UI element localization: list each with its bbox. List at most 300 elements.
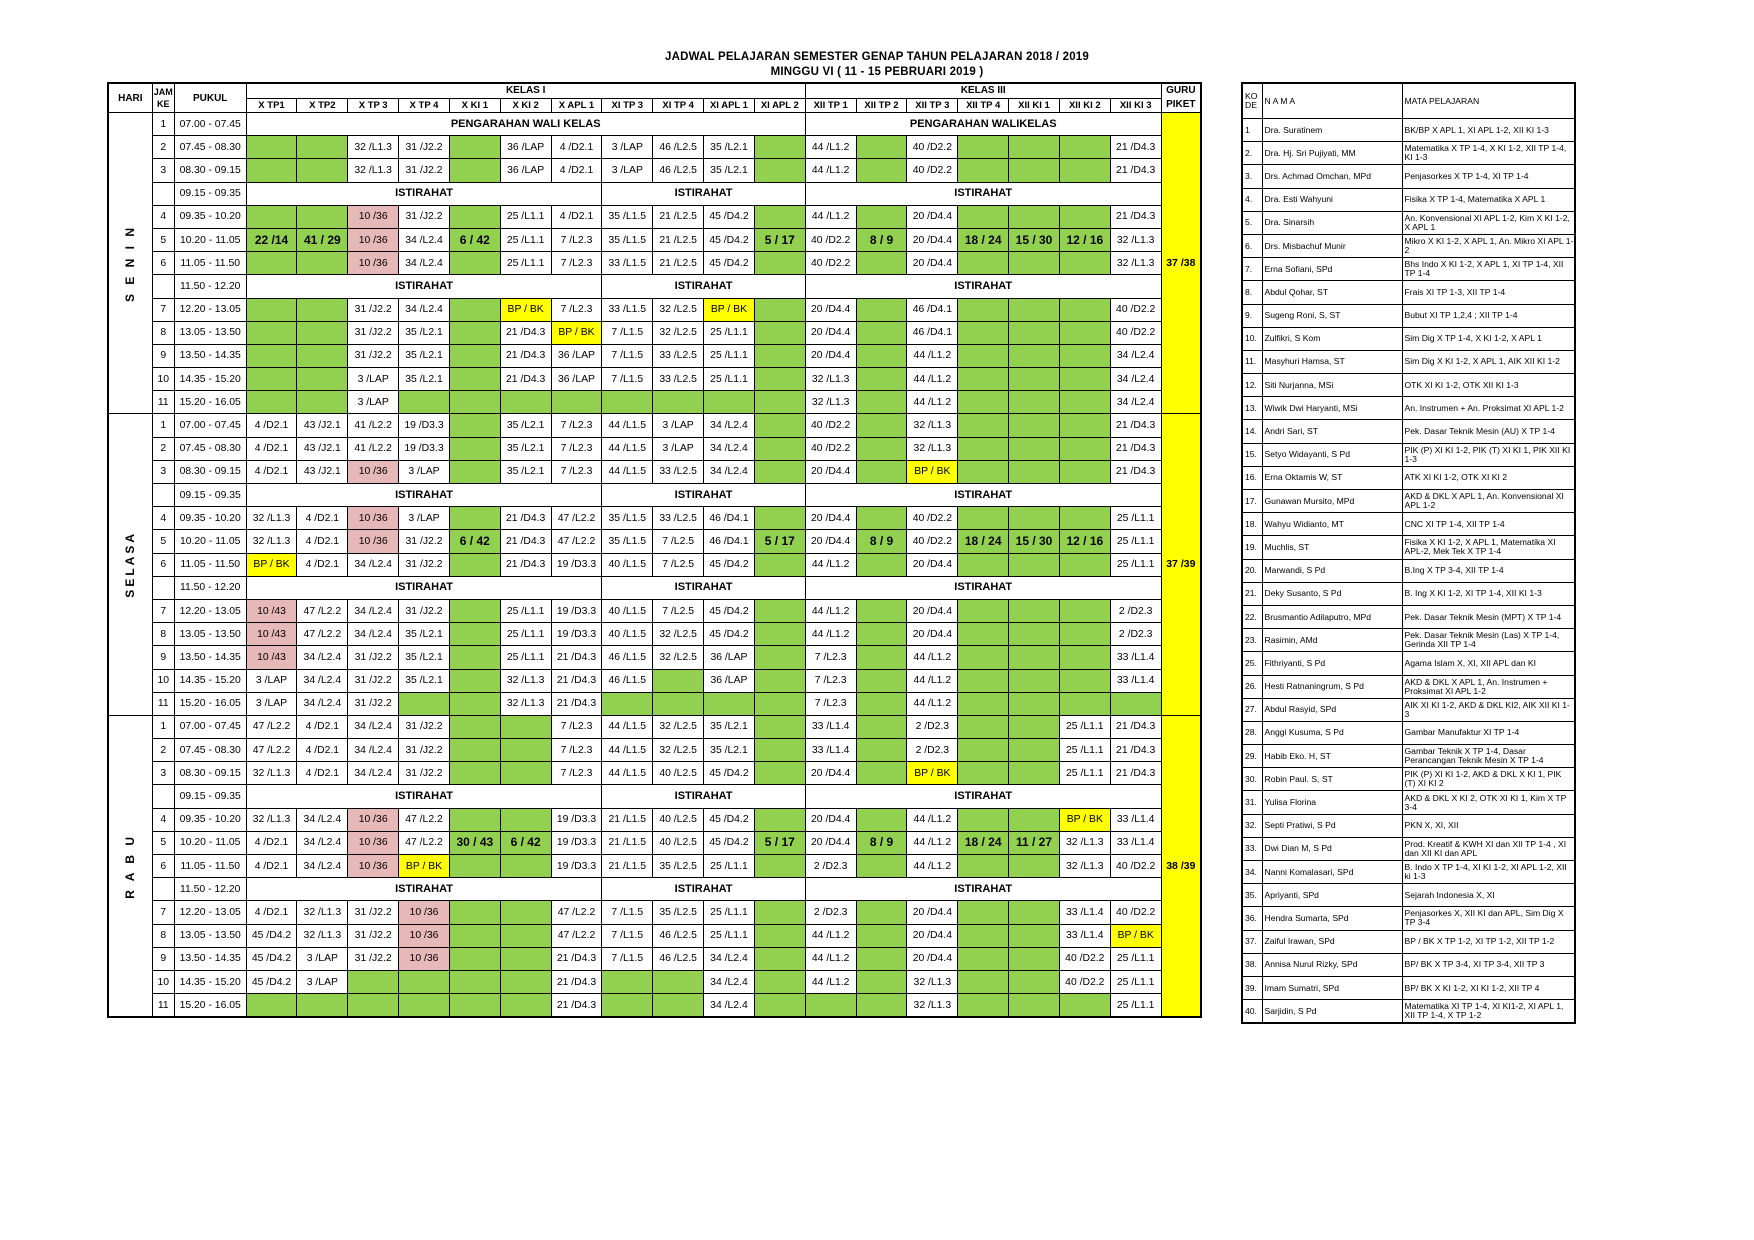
- schedule-cell: 10 /36: [399, 901, 450, 924]
- schedule-cell: 33 /L2.5: [653, 507, 704, 530]
- schedule-cell: 47 /L2.2: [399, 808, 450, 831]
- teacher-row: [1242, 466, 1575, 489]
- schedule-cell: 21 /D4.3: [551, 646, 602, 669]
- teacher-code: 11.: [1242, 350, 1262, 373]
- break-label: ISTIRAHAT: [805, 576, 1161, 599]
- schedule-cell: [1009, 970, 1060, 993]
- teacher-name: Siti Nurjanna, MSi: [1262, 374, 1402, 397]
- teacher-name: Zulfikri, S Kom: [1262, 327, 1402, 350]
- schedule-cell: 35 /L1.5: [602, 228, 653, 251]
- schedule-cell: 45 /D4.2: [704, 808, 755, 831]
- schedule-cell: 20 /D4.4: [907, 947, 958, 970]
- lesson-row: [108, 321, 1201, 344]
- jam-cell: 7: [152, 901, 174, 924]
- schedule-cell: 31 /J2.2: [348, 947, 399, 970]
- schedule-cell: [1009, 460, 1060, 483]
- schedule-cell: [958, 739, 1009, 762]
- schedule-cell: 32 /L2.5: [653, 646, 704, 669]
- schedule-cell: [449, 623, 500, 646]
- teacher-code: 14.: [1242, 420, 1262, 443]
- schedule-cell: 44 /L1.5: [602, 437, 653, 460]
- schedule-cell: 10 /36: [348, 808, 399, 831]
- break-row: [108, 785, 1201, 808]
- schedule-cell: 20 /D4.4: [907, 623, 958, 646]
- schedule-cell: 34 /L2.4: [348, 553, 399, 576]
- schedule-cell: 35 /L2.1: [399, 669, 450, 692]
- schedule-cell: 44 /L1.2: [907, 646, 958, 669]
- schedule-cell: 44 /L1.2: [907, 855, 958, 878]
- schedule-cell: 46 /L2.5: [653, 136, 704, 159]
- schedule-cell: [297, 159, 348, 182]
- schedule-cell: [856, 414, 907, 437]
- schedule-cell: 44 /L1.2: [805, 947, 856, 970]
- schedule-cell: 4 /D2.1: [297, 715, 348, 738]
- schedule-cell: [856, 368, 907, 391]
- wali-label: PENGARAHAN WALI KELAS: [246, 113, 805, 136]
- teacher-code: 6.: [1242, 234, 1262, 257]
- schedule-cell: 7 /L2.5: [653, 553, 704, 576]
- teacher-row: [1242, 861, 1575, 884]
- jam-cell: [152, 275, 174, 298]
- schedule-cell: 4 /D2.1: [297, 553, 348, 576]
- schedule-cell: [856, 623, 907, 646]
- schedule-cell: 44 /L1.2: [805, 159, 856, 182]
- schedule-cell: [958, 762, 1009, 785]
- schedule-cell: 7 /L1.5: [602, 947, 653, 970]
- schedule-cell: [1009, 692, 1060, 715]
- schedule-cell: 10 /43: [246, 599, 297, 622]
- schedule-cell: [399, 994, 450, 1018]
- block-total: 18 / 24: [958, 831, 1009, 854]
- schedule-cell: 35 /L1.5: [602, 530, 653, 553]
- schedule-cell: [449, 947, 500, 970]
- lesson-row: [108, 414, 1201, 437]
- schedule-cell: 10 /36: [348, 507, 399, 530]
- jam-cell: 8: [152, 623, 174, 646]
- break-label: ISTIRAHAT: [602, 878, 805, 901]
- day-name: SELASA: [122, 531, 137, 598]
- schedule-cell: 44 /L1.2: [907, 808, 958, 831]
- schedule-cell: 32 /L1.3: [246, 762, 297, 785]
- schedule-cell: [1009, 669, 1060, 692]
- schedule-cell: [500, 901, 551, 924]
- schedule-cell: 25 /L1.1: [500, 623, 551, 646]
- schedule-cell: 36 /LAP: [704, 669, 755, 692]
- schedule-cell: [449, 159, 500, 182]
- pukul-cell: 07.00 - 07.45: [174, 715, 246, 738]
- schedule-cell: [449, 553, 500, 576]
- schedule-cell: [602, 994, 653, 1018]
- teacher-name: Fithriyanti, S Pd: [1262, 652, 1402, 675]
- class-header: XII KI 3: [1110, 98, 1161, 113]
- block-total: 8 / 9: [856, 831, 907, 854]
- schedule-cell: [297, 344, 348, 367]
- block-total: 8 / 9: [856, 228, 907, 251]
- schedule-cell: [1009, 136, 1060, 159]
- schedule-cell: 4 /D2.1: [246, 414, 297, 437]
- lesson-row: [108, 252, 1201, 275]
- teacher-subject: AIK XI KI 1-2, AKD & DKL KI2, AIK XII KI 1-3: [1402, 698, 1575, 721]
- schedule-cell: [958, 599, 1009, 622]
- teacher-code: 15.: [1242, 443, 1262, 466]
- schedule-cell: [856, 970, 907, 993]
- teacher-subject: Prod. Kreatif & KWH XI dan XII TP 1-4 , XI dan XII KI dan APL: [1402, 837, 1575, 860]
- schedule-cell: 4 /D2.1: [551, 136, 602, 159]
- lesson-row: [108, 344, 1201, 367]
- schedule-cell: 46 /D4.1: [704, 530, 755, 553]
- teacher-name: Drs. Misbachuf Munir: [1262, 234, 1402, 257]
- teacher-subject: Mikro X KI 1-2, X APL 1, An. Mikro XI APL 1-2: [1402, 234, 1575, 257]
- schedule-cell: [602, 692, 653, 715]
- break-row: [108, 878, 1201, 901]
- schedule-cell: 44 /L1.2: [907, 831, 958, 854]
- teacher-row: [1242, 397, 1575, 420]
- schedule-cell: [1059, 298, 1110, 321]
- schedule-cell: 40 /L2.5: [653, 762, 704, 785]
- teacher-code: 32.: [1242, 814, 1262, 837]
- schedule-cell: [1059, 669, 1110, 692]
- schedule-cell: [754, 739, 805, 762]
- teacher-subject: CNC XI TP 1-4, XII TP 1-4: [1402, 513, 1575, 536]
- block-total: 22 /14: [246, 228, 297, 251]
- teacher-subject: Pek. Dasar Teknik Mesin (MPT) X TP 1-4: [1402, 605, 1575, 628]
- teacher-row: [1242, 629, 1575, 652]
- schedule-cell: [754, 599, 805, 622]
- lesson-row: [108, 808, 1201, 831]
- schedule-cell: [500, 970, 551, 993]
- teacher-name: Erna Oktamis W, ST: [1262, 466, 1402, 489]
- jam-cell: 10: [152, 669, 174, 692]
- schedule-cell: 21 /D4.3: [500, 507, 551, 530]
- schedule-cell: 33 /L2.5: [653, 368, 704, 391]
- schedule-cell: [246, 298, 297, 321]
- teacher-subject: BP/ BK X KI 1-2, XI KI 1-2, XII TP 4: [1402, 976, 1575, 999]
- schedule-cell: 31 /J2.2: [399, 159, 450, 182]
- kelas3-header: KELAS III: [805, 83, 1161, 98]
- teacher-row: [1242, 374, 1575, 397]
- schedule-cell: 32 /L1.3: [1059, 855, 1110, 878]
- schedule-cell: [856, 994, 907, 1018]
- teacher-subject: Sim Dig X KI 1-2, X APL 1, AIK XII KI 1-2: [1402, 350, 1575, 373]
- class-header: X APL 1: [551, 98, 602, 113]
- schedule-cell: [297, 252, 348, 275]
- schedule-cell: 7 /L2.3: [551, 228, 602, 251]
- schedule-cell: [856, 321, 907, 344]
- pukul-cell: 12.20 - 13.05: [174, 599, 246, 622]
- schedule-cell: 33 /L1.4: [805, 739, 856, 762]
- schedule-cell: 10 /36: [399, 947, 450, 970]
- schedule-cell: 20 /D4.4: [805, 344, 856, 367]
- teacher-code: 27.: [1242, 698, 1262, 721]
- schedule-cell: 32 /L1.3: [297, 924, 348, 947]
- schedule-cell: [551, 391, 602, 414]
- teacher-code: 13.: [1242, 397, 1262, 420]
- teacher-code: 30.: [1242, 768, 1262, 791]
- schedule-cell: [1009, 599, 1060, 622]
- schedule-cell: [399, 391, 450, 414]
- schedule-cell: 34 /L2.4: [297, 692, 348, 715]
- teacher-subject: B. Ing X KI 1-2, XI TP 1-4, XII KI 1-3: [1402, 582, 1575, 605]
- schedule-cell: 40 /D2.2: [1110, 901, 1161, 924]
- schedule-cell: [754, 344, 805, 367]
- schedule-cell: 34 /L2.4: [399, 252, 450, 275]
- schedule-cell: 4 /D2.1: [297, 762, 348, 785]
- schedule-cell: 47 /L2.2: [551, 507, 602, 530]
- teacher-code: 26.: [1242, 675, 1262, 698]
- block-total: 15 / 30: [1009, 530, 1060, 553]
- schedule-cell: 35 /L2.1: [704, 715, 755, 738]
- schedule-cell: BP / BK: [551, 321, 602, 344]
- schedule-cell: 33 /L1.4: [1110, 808, 1161, 831]
- lesson-row: [108, 159, 1201, 182]
- schedule-cell: [958, 692, 1009, 715]
- schedule-cell: [958, 924, 1009, 947]
- pukul-cell: 14.35 - 15.20: [174, 970, 246, 993]
- teacher-row: [1242, 258, 1575, 281]
- schedule-cell: 32 /L1.3: [500, 692, 551, 715]
- teacher-code: 35.: [1242, 884, 1262, 907]
- schedule-cell: [1059, 599, 1110, 622]
- schedule-cell: [1009, 553, 1060, 576]
- schedule-cell: 46 /D4.1: [907, 321, 958, 344]
- pukul-cell: 11.05 - 11.50: [174, 553, 246, 576]
- lesson-row: [108, 530, 1201, 553]
- teacher-row: [1242, 884, 1575, 907]
- teacher-name: Apriyanti, SPd: [1262, 884, 1402, 907]
- schedule-cell: 40 /L2.5: [653, 831, 704, 854]
- teacher-row: [1242, 768, 1575, 791]
- schedule-cell: [856, 252, 907, 275]
- schedule-cell: 34 /L2.4: [704, 947, 755, 970]
- teacher-subject: B.Ing X TP 3-4, XII TP 1-4: [1402, 559, 1575, 582]
- teacher-subject: ATK XI KI 1-2, OTK XI KI 2: [1402, 466, 1575, 489]
- break-label: ISTIRAHAT: [246, 275, 602, 298]
- schedule-cell: 20 /D4.4: [805, 808, 856, 831]
- schedule-cell: 31 /J2.2: [348, 298, 399, 321]
- schedule-cell: [500, 391, 551, 414]
- schedule-cell: [754, 368, 805, 391]
- break-label: ISTIRAHAT: [805, 484, 1161, 507]
- schedule-cell: 21 /D4.3: [1110, 136, 1161, 159]
- jam-cell: 1: [152, 715, 174, 738]
- schedule-cell: 34 /L2.4: [704, 970, 755, 993]
- schedule-cell: 32 /L1.3: [246, 507, 297, 530]
- lesson-row: [108, 623, 1201, 646]
- schedule-cell: BP / BK: [500, 298, 551, 321]
- schedule-cell: [856, 553, 907, 576]
- teacher-code: 39.: [1242, 976, 1262, 999]
- schedule-cell: [1009, 437, 1060, 460]
- teacher-subject: An. Konvensional XI APL 1-2, Kim X KI 1-2, X APL 1: [1402, 211, 1575, 234]
- schedule-cell: 45 /D4.2: [704, 553, 755, 576]
- schedule-cell: [856, 808, 907, 831]
- teacher-code: 7.: [1242, 258, 1262, 281]
- schedule-cell: 21 /D4.3: [1110, 739, 1161, 762]
- lesson-row: [108, 553, 1201, 576]
- block-total: 11 / 27: [1009, 831, 1060, 854]
- schedule-cell: [856, 669, 907, 692]
- schedule-cell: 19 /D3.3: [551, 831, 602, 854]
- schedule-cell: 33 /L1.4: [1059, 924, 1110, 947]
- pukul-cell: 07.00 - 07.45: [174, 414, 246, 437]
- schedule-cell: [805, 994, 856, 1018]
- schedule-cell: [602, 970, 653, 993]
- schedule-cell: [856, 947, 907, 970]
- schedule-cell: 44 /L1.5: [602, 715, 653, 738]
- schedule-cell: 2 /D2.3: [1110, 623, 1161, 646]
- teacher-subject: Penjasorkes X, XII KI dan APL, Sim Dig X TP 3-4: [1402, 907, 1575, 930]
- break-label: ISTIRAHAT: [805, 785, 1161, 808]
- pukul-cell: 09.15 - 09.35: [174, 182, 246, 205]
- schedule-cell: [449, 715, 500, 738]
- schedule-cell: 7 /L2.3: [551, 739, 602, 762]
- schedule-cell: 7 /L2.3: [805, 646, 856, 669]
- schedule-cell: 20 /D4.4: [907, 553, 958, 576]
- teacher-code: 8.: [1242, 281, 1262, 304]
- schedule-cell: [958, 669, 1009, 692]
- schedule-cell: 25 /L1.1: [1059, 762, 1110, 785]
- schedule-cell: 32 /L1.3: [907, 437, 958, 460]
- schedule-cell: 35 /L2.5: [653, 901, 704, 924]
- schedule-cell: [449, 855, 500, 878]
- schedule-cell: [297, 368, 348, 391]
- schedule-cell: 45 /D4.2: [246, 947, 297, 970]
- jam-cell: [152, 785, 174, 808]
- schedule-cell: [500, 762, 551, 785]
- schedule-cell: 19 /D3.3: [551, 623, 602, 646]
- schedule-cell: 35 /L2.1: [500, 414, 551, 437]
- schedule-cell: 7 /L1.5: [602, 368, 653, 391]
- teacher-name: Dwi Dian M, S Pd: [1262, 837, 1402, 860]
- lesson-row: [108, 994, 1201, 1018]
- schedule-cell: 25 /L1.1: [1059, 739, 1110, 762]
- schedule-cell: 25 /L1.1: [1110, 507, 1161, 530]
- schedule-cell: [246, 159, 297, 182]
- schedule-cell: 33 /L1.4: [805, 715, 856, 738]
- schedule-cell: [754, 298, 805, 321]
- schedule-cell: [754, 437, 805, 460]
- block-total: 5 / 17: [754, 228, 805, 251]
- break-row: [108, 576, 1201, 599]
- schedule-cell: 21 /D4.3: [500, 321, 551, 344]
- schedule-cell: [246, 994, 297, 1018]
- teacher-name: Anggi Kusuma, S Pd: [1262, 721, 1402, 744]
- schedule-cell: 32 /L2.5: [653, 321, 704, 344]
- pukul-cell: 13.05 - 13.50: [174, 924, 246, 947]
- teacher-code: 19.: [1242, 536, 1262, 559]
- teacher-name: Gunawan Mursito, MPd: [1262, 490, 1402, 513]
- schedule-cell: [1059, 252, 1110, 275]
- schedule-cell: 47 /L2.2: [551, 530, 602, 553]
- schedule-cell: 4 /D2.1: [297, 739, 348, 762]
- teacher-code: 12.: [1242, 374, 1262, 397]
- teacher-code: 33.: [1242, 837, 1262, 860]
- jam-cell: 10: [152, 368, 174, 391]
- teacher-subject: PIK (P) XI KI 1-2, PIK (T) XI KI 1, PIK XII KI 1-3: [1402, 443, 1575, 466]
- schedule-cell: 20 /D4.4: [805, 460, 856, 483]
- jam-cell: 5: [152, 228, 174, 251]
- schedule-cell: 7 /L2.3: [805, 692, 856, 715]
- break-label: ISTIRAHAT: [602, 484, 805, 507]
- schedule-cell: 44 /L1.5: [602, 460, 653, 483]
- schedule-cell: [1009, 924, 1060, 947]
- teacher-subject: Gambar Teknik X TP 1-4, Dasar Perancangan Teknik Mesin X TP 1-4: [1402, 745, 1575, 768]
- schedule-cell: 25 /L1.1: [1110, 970, 1161, 993]
- schedule-cell: 31 /J2.2: [348, 924, 399, 947]
- schedule-cell: 41 /L2.2: [348, 437, 399, 460]
- schedule-cell: [856, 692, 907, 715]
- schedule-cell: 31 /J2.2: [348, 669, 399, 692]
- schedule-cell: 44 /L1.2: [907, 692, 958, 715]
- teacher-subject: AKD & DKL X KI 2, OTK XI KI 1, Kim X TP 3-4: [1402, 791, 1575, 814]
- schedule-cell: [449, 321, 500, 344]
- schedule-cell: [856, 599, 907, 622]
- schedule-cell: 10 /36: [348, 205, 399, 228]
- document-subtitle: MINGGU VI ( 11 - 15 PEBRUARI 2019 ): [770, 66, 984, 78]
- day-label: [108, 715, 152, 1017]
- schedule-cell: 32 /L1.3: [1059, 831, 1110, 854]
- schedule-cell: 20 /D4.4: [805, 530, 856, 553]
- teacher-subject: Bhs Indo X KI 1-2, X APL 1, XI TP 1-4, XII TP 1-4: [1402, 258, 1575, 281]
- schedule-cell: 41 /L2.2: [348, 414, 399, 437]
- schedule-cell: [856, 298, 907, 321]
- schedule-cell: [500, 808, 551, 831]
- schedule-cell: [1059, 368, 1110, 391]
- schedule-cell: 40 /D2.2: [1059, 947, 1110, 970]
- teacher-name: Marwandi, S Pd: [1262, 559, 1402, 582]
- jam-cell: 9: [152, 947, 174, 970]
- schedule-cell: [958, 460, 1009, 483]
- schedule-cell: [754, 901, 805, 924]
- teacher-name: Habib Eko. H, ST: [1262, 745, 1402, 768]
- schedule-cell: [1059, 437, 1110, 460]
- schedule-cell: 34 /L2.4: [348, 599, 399, 622]
- schedule-cell: 34 /L2.4: [348, 715, 399, 738]
- schedule-cell: 31 /J2.2: [348, 321, 399, 344]
- block-total: 18 / 24: [958, 228, 1009, 251]
- guru-piket-cell: 37 /39: [1161, 414, 1201, 715]
- lesson-row: [108, 228, 1201, 251]
- schedule-cell: 40 /D2.2: [805, 437, 856, 460]
- jam-cell: 4: [152, 205, 174, 228]
- schedule-cell: 31 /J2.2: [348, 901, 399, 924]
- schedule-cell: 7 /L2.5: [653, 599, 704, 622]
- schedule-cell: [1059, 205, 1110, 228]
- schedule-cell: [297, 391, 348, 414]
- pukul-cell: 13.50 - 14.35: [174, 344, 246, 367]
- schedule-cell: 20 /D4.4: [805, 762, 856, 785]
- schedule-cell: [754, 646, 805, 669]
- schedule-cell: [754, 252, 805, 275]
- schedule-cell: [1059, 553, 1110, 576]
- pukul-cell: 09.15 - 09.35: [174, 785, 246, 808]
- schedule-cell: 44 /L1.2: [907, 368, 958, 391]
- schedule-cell: [297, 136, 348, 159]
- schedule-cell: [856, 437, 907, 460]
- schedule-cell: [704, 391, 755, 414]
- schedule-cell: [1059, 321, 1110, 344]
- day-name: S E N I N: [122, 224, 137, 302]
- block-total: 8 / 9: [856, 530, 907, 553]
- schedule-cell: 32 /L1.3: [348, 136, 399, 159]
- jam-cell: 5: [152, 530, 174, 553]
- teacher-subject: Sim Dig X TP 1-4, X KI 1-2, X APL 1: [1402, 327, 1575, 350]
- schedule-cell: 45 /D4.2: [704, 831, 755, 854]
- schedule-cell: 20 /D4.4: [907, 205, 958, 228]
- schedule-cell: 32 /L1.3: [907, 970, 958, 993]
- hari-header: HARI: [108, 83, 152, 113]
- teacher-name: Andri Sari, ST: [1262, 420, 1402, 443]
